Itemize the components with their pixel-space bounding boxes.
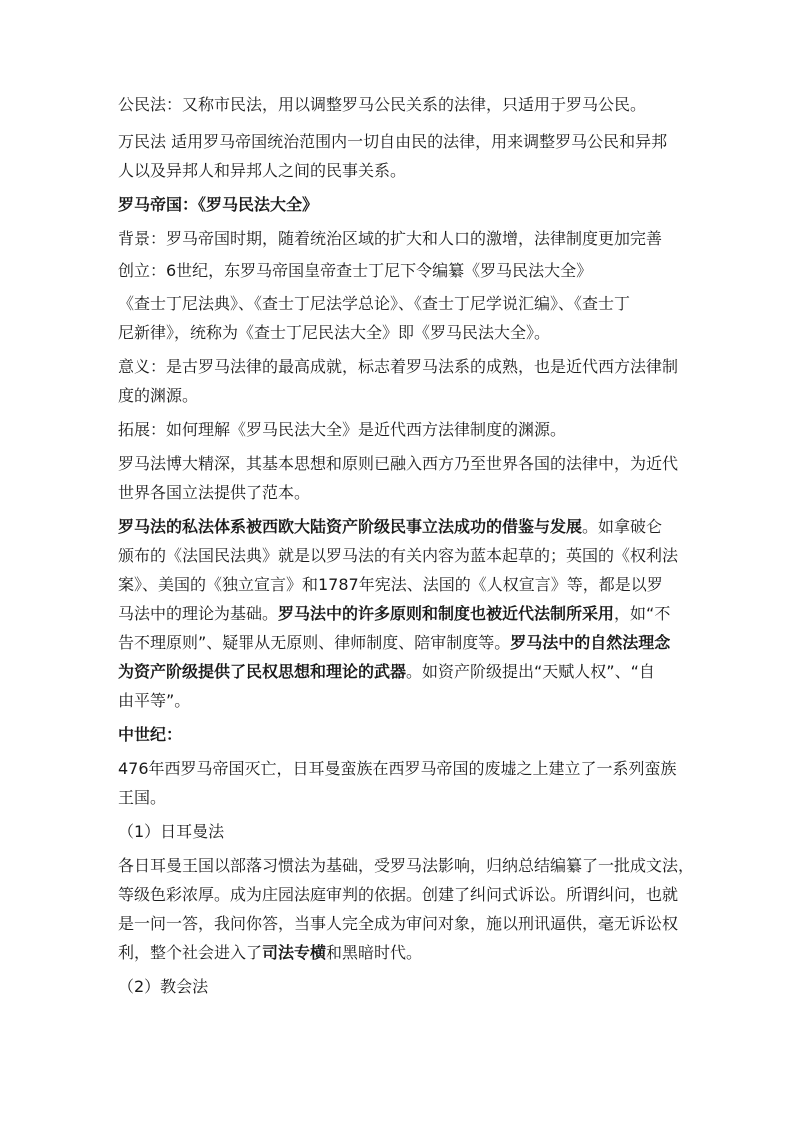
para-law-of-nations-1: 万民法 适用罗马帝国统治范围内一切自由民的法律，用来调整罗马公民和异邦 — [118, 132, 668, 151]
para-private-law-4 — [118, 604, 670, 624]
heading-roman-empire: 罗马帝国：《罗马民法大全》 — [118, 195, 319, 214]
emphasis-natural-law: 罗马法中的自然法理念 — [510, 633, 671, 652]
text-society: 利，整个社会进入了 — [118, 943, 263, 962]
emphasis-judicial-tyranny: 司法专横 — [262, 943, 327, 962]
para-creation: 创立：6世纪，东罗马帝国皇帝查士丁尼下令编纂《罗马民法大全》 — [118, 261, 593, 280]
para-codes-2: 尼新律》，统称为《查士丁尼民法大全》即《罗马民法大全》。 — [118, 323, 551, 342]
para-germanic-1: 各日耳曼王国以部落习惯法为基础，受罗马法影响，归纳总结编纂了一批成文法， — [118, 856, 695, 875]
emphasis-weapon: 为资产阶级提供了民权思想和理论的武器 — [118, 662, 407, 681]
para-significance-2: 度的渊源。 — [118, 386, 199, 405]
para-germanic-2: 等级色彩浓厚。成为庄园法庭审判的依据。创建了纠问式诉讼。所谓纠问，也就 — [118, 885, 679, 904]
text-principles-list: 告不理原则”、疑罪从无原则、律师制度、陪审制度等。 — [118, 633, 511, 652]
text-napoleon: 。如拿破仑 — [582, 517, 663, 536]
para-private-law-7: 由平等”。 — [118, 691, 191, 710]
para-476-1: 476年西罗马帝国灭亡，日耳曼蛮族在西罗马帝国的废墟之上建立了一系列蛮族 — [118, 759, 677, 778]
para-profound-1: 罗马法博大精深，其基本思想和原则已融入西方乃至世界各国的法律中，为近代 — [118, 454, 679, 473]
text-dark-age: 和黑暗时代。 — [326, 943, 423, 962]
text-human-rights: 。如资产阶级提出“天赋人权”、“自 — [406, 662, 655, 681]
para-civil-law: 公民法：又称市民法，用以调整罗马公民关系的法律，只适用于罗马公民。 — [118, 95, 647, 114]
heading-germanic-law: （1）日耳曼法 — [118, 822, 225, 841]
para-private-law-6 — [118, 662, 655, 682]
emphasis-principles: 罗马法中的许多原则和制度也被近代法制所采用 — [278, 604, 615, 623]
para-private-law-2: 颁布的《法国民法典》就是以罗马法的有关内容为蓝本起草的；英国的《权利法 — [118, 546, 679, 565]
para-private-law-1 — [118, 517, 662, 537]
text-theory-basis: 马法中的理论为基础。 — [118, 604, 279, 623]
para-germanic-4 — [118, 943, 422, 963]
para-law-of-nations-2: 人以及异邦人和异邦人之间的民事关系。 — [118, 161, 407, 180]
para-significance-1: 意义：是古罗马法律的最高成就，标志着罗马法系的成熟，也是近代西方法律制 — [118, 357, 679, 376]
para-germanic-3: 是一问一答，我问你答，当事人完全成为审问对象，施以刑讯逼供，毫无诉讼权 — [118, 914, 679, 933]
para-extension: 拓展：如何理解《罗马民法大全》是近代西方法律制度的渊源。 — [118, 420, 567, 439]
para-profound-2: 世界各国立法提供了范本。 — [118, 483, 311, 502]
para-private-law-3: 案》、美国的《独立宣言》和1787年宪法、法国的《人权宣言》等，都是以罗 — [118, 575, 663, 594]
para-private-law-5 — [118, 633, 670, 653]
heading-canon-law: （2）教会法 — [118, 977, 209, 996]
para-476-2: 王国。 — [118, 788, 167, 807]
text-such-as: ，如“不 — [614, 604, 671, 623]
emphasis-private-law: 罗马法的私法体系被西欧大陆资产阶级民事立法成功的借鉴与发展 — [118, 517, 583, 536]
para-background: 背景：罗马帝国时期，随着统治区域的扩大和人口的激增，法律制度更加完善 — [118, 229, 663, 248]
para-codes-1: 《查士丁尼法典》、《查士丁尼法学总论》、《查士丁尼学说汇编》、《查士丁 — [118, 294, 631, 313]
heading-middle-ages: 中世纪： — [118, 725, 183, 744]
